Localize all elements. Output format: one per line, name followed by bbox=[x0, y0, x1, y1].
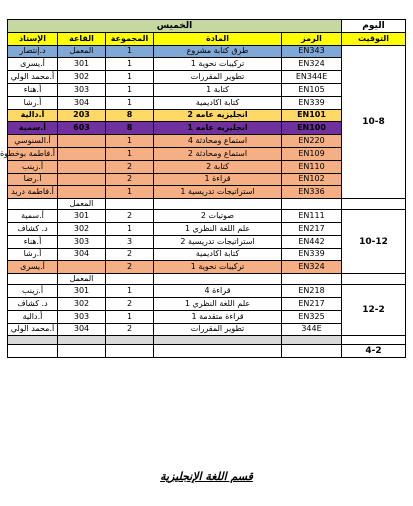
course-name: طرق كتابة مشروع bbox=[154, 45, 282, 58]
course-code: EN100 bbox=[282, 122, 342, 135]
group-number: 8 bbox=[106, 109, 154, 122]
empty-cell bbox=[58, 345, 106, 358]
group-number: 1 bbox=[106, 71, 154, 84]
course-name: علم اللغة النظري 1 bbox=[154, 222, 282, 235]
group-number: 1 bbox=[106, 147, 154, 160]
room bbox=[58, 135, 106, 148]
separator-cell bbox=[154, 336, 282, 345]
course-name: استراتيجات تدريسية 1 bbox=[154, 186, 282, 199]
course-code: EN101 bbox=[282, 109, 342, 122]
course-code: EN109 bbox=[282, 147, 342, 160]
time-slot: 10-12 bbox=[342, 210, 406, 274]
course-name: تطوير المقررات bbox=[154, 71, 282, 84]
course-code: EN339 bbox=[282, 96, 342, 109]
teacher-name: أ.محمد الولي bbox=[8, 71, 58, 84]
group-number: 2 bbox=[106, 248, 154, 261]
teacher-name: أ.محمد الولي bbox=[8, 323, 58, 336]
header-day-row bbox=[8, 20, 406, 33]
group-number: 2 bbox=[106, 297, 154, 310]
course-code: EN324 bbox=[282, 58, 342, 71]
separator-cell bbox=[154, 199, 282, 210]
course-code: EN217 bbox=[282, 297, 342, 310]
teacher-name: أ.سمية bbox=[8, 210, 58, 223]
department-footer: قسم اللغة الإنجليزية bbox=[160, 470, 253, 483]
course-name: استماع ومحادثة 2 bbox=[154, 147, 282, 160]
group-number: 1 bbox=[106, 135, 154, 148]
course-code: EN220 bbox=[282, 135, 342, 148]
teacher-name: أ.فاطمة بوخطوة bbox=[8, 147, 58, 160]
course-code: EN325 bbox=[282, 310, 342, 323]
separator-cell bbox=[8, 336, 58, 345]
col-code: الرمز bbox=[282, 32, 342, 45]
teacher-name: أ.زينب bbox=[8, 285, 58, 298]
separator-time-cell bbox=[342, 199, 406, 210]
teacher-name: أ.سمية bbox=[8, 122, 58, 135]
schedule-row bbox=[8, 45, 406, 58]
room: 603 bbox=[58, 122, 106, 135]
teacher-name: أ.رشا bbox=[8, 96, 58, 109]
schedule-table bbox=[0, 19, 406, 358]
room: 301 bbox=[58, 210, 106, 223]
col-group: المجموعة bbox=[106, 32, 154, 45]
room: المعمل bbox=[58, 45, 106, 58]
separator-row bbox=[8, 336, 406, 345]
group-number: 2 bbox=[106, 323, 154, 336]
group-number: 1 bbox=[106, 45, 154, 58]
group-number: 1 bbox=[106, 186, 154, 199]
teacher-name: أ.رشا bbox=[8, 248, 58, 261]
time-slot: 4-2 bbox=[342, 345, 406, 358]
group-number: 1 bbox=[106, 285, 154, 298]
course-name: كتابة اكاديمية bbox=[154, 96, 282, 109]
room bbox=[58, 173, 106, 186]
room: 304 bbox=[58, 323, 106, 336]
empty-cell bbox=[282, 345, 342, 358]
course-name: علم اللغة النظري 1 bbox=[154, 297, 282, 310]
course-name: قراءة متقدمة 1 bbox=[154, 310, 282, 323]
course-name: استراتيجات تدريسية 2 bbox=[154, 235, 282, 248]
group-number: 3 bbox=[106, 235, 154, 248]
separator-time-cell bbox=[342, 274, 406, 285]
room: 301 bbox=[58, 285, 106, 298]
group-number: 1 bbox=[106, 96, 154, 109]
separator-cell bbox=[8, 199, 58, 210]
room: 304 bbox=[58, 248, 106, 261]
teacher-name: أ.يسرى bbox=[8, 261, 58, 274]
schedule-row bbox=[8, 210, 406, 223]
header-columns-row bbox=[8, 32, 406, 45]
separator-cell: المعمل bbox=[58, 199, 106, 210]
course-code: 344E bbox=[282, 323, 342, 336]
separator-cell bbox=[106, 199, 154, 210]
teacher-name: أ.هناء bbox=[8, 83, 58, 96]
course-code: EN343 bbox=[282, 45, 342, 58]
separator-cell bbox=[8, 274, 58, 285]
col-course: المادة bbox=[154, 32, 282, 45]
teacher-name: أ.السنوسي bbox=[8, 135, 58, 148]
course-name: تركيبات نحوية 1 bbox=[154, 261, 282, 274]
course-name: تطوير المقررات bbox=[154, 323, 282, 336]
teacher-name: أ.فاطمة دريد bbox=[8, 186, 58, 199]
empty-cell bbox=[106, 345, 154, 358]
separator-cell bbox=[342, 336, 406, 345]
separator-row bbox=[8, 274, 406, 285]
course-name: قراءة 4 bbox=[154, 285, 282, 298]
course-name: تركيبات نحوية 1 bbox=[154, 58, 282, 71]
course-code: EN110 bbox=[282, 160, 342, 173]
separator-row bbox=[8, 199, 406, 210]
course-code: EN218 bbox=[282, 285, 342, 298]
room bbox=[58, 160, 106, 173]
room: 302 bbox=[58, 222, 106, 235]
course-name: صوتيات 2 bbox=[154, 210, 282, 223]
separator-cell bbox=[106, 336, 154, 345]
teacher-name: أ.يسرى bbox=[8, 58, 58, 71]
room: 303 bbox=[58, 310, 106, 323]
course-name: انجليزيه عامه 1 bbox=[154, 122, 282, 135]
time-slot: 10-8 bbox=[342, 45, 406, 199]
room: 303 bbox=[58, 235, 106, 248]
course-code: EN217 bbox=[282, 222, 342, 235]
course-name: كتابة 1 bbox=[154, 83, 282, 96]
col-room: القاعة bbox=[58, 32, 106, 45]
room: 302 bbox=[58, 297, 106, 310]
empty-cell bbox=[154, 345, 282, 358]
separator-cell bbox=[106, 274, 154, 285]
course-code: EN102 bbox=[282, 173, 342, 186]
teacher-name: د.إنتصار bbox=[8, 45, 58, 58]
separator-cell bbox=[282, 336, 342, 345]
group-number: 2 bbox=[106, 210, 154, 223]
group-number: 2 bbox=[106, 173, 154, 186]
room bbox=[58, 261, 106, 274]
day-name: الخميس bbox=[8, 20, 342, 33]
teacher-name: د. كشاف bbox=[8, 297, 58, 310]
course-name: استماع ومحادثة 4 bbox=[154, 135, 282, 148]
teacher-name: أ.زينب bbox=[8, 160, 58, 173]
course-code: EN442 bbox=[282, 235, 342, 248]
col-teacher: الإستاذ bbox=[8, 32, 58, 45]
schedule-row-empty bbox=[8, 345, 406, 358]
room: 302 bbox=[58, 71, 106, 84]
empty-cell bbox=[8, 345, 58, 358]
group-number: 1 bbox=[106, 83, 154, 96]
room: 203 bbox=[58, 109, 106, 122]
separator-cell bbox=[282, 199, 342, 210]
group-number: 2 bbox=[106, 261, 154, 274]
course-code: EN324 bbox=[282, 261, 342, 274]
course-code: EN105 bbox=[282, 83, 342, 96]
teacher-name: أ.دالية bbox=[8, 109, 58, 122]
course-code: EN111 bbox=[282, 210, 342, 223]
room bbox=[58, 186, 106, 199]
course-code: EN344E bbox=[282, 71, 342, 84]
course-code: EN336 bbox=[282, 186, 342, 199]
time-slot: 12-2 bbox=[342, 285, 406, 336]
room: 304 bbox=[58, 96, 106, 109]
room: 303 bbox=[58, 83, 106, 96]
separator-cell bbox=[282, 274, 342, 285]
room: 301 bbox=[58, 58, 106, 71]
group-number: 1 bbox=[106, 58, 154, 71]
schedule-sheet bbox=[0, 19, 405, 358]
room bbox=[58, 147, 106, 160]
day-label: اليوم bbox=[342, 20, 406, 33]
teacher-name: أ.رضا bbox=[8, 173, 58, 186]
teacher-name: أ.هناء bbox=[8, 235, 58, 248]
separator-cell bbox=[58, 336, 106, 345]
separator-cell bbox=[154, 274, 282, 285]
course-name: كتابة 2 bbox=[154, 160, 282, 173]
course-code: EN339 bbox=[282, 248, 342, 261]
course-name: انجليزيه عامه 2 bbox=[154, 109, 282, 122]
teacher-name: د. كشاف bbox=[8, 222, 58, 235]
group-number: 1 bbox=[106, 222, 154, 235]
time-label: التوقيت bbox=[342, 32, 406, 45]
group-number: 1 bbox=[106, 310, 154, 323]
teacher-name: أ.دالية bbox=[8, 310, 58, 323]
course-name: قراءة 1 bbox=[154, 173, 282, 186]
group-number: 2 bbox=[106, 160, 154, 173]
separator-cell: المعمل bbox=[58, 274, 106, 285]
schedule-row bbox=[8, 285, 406, 298]
group-number: 8 bbox=[106, 122, 154, 135]
course-name: كتابة اكاديمية bbox=[154, 248, 282, 261]
